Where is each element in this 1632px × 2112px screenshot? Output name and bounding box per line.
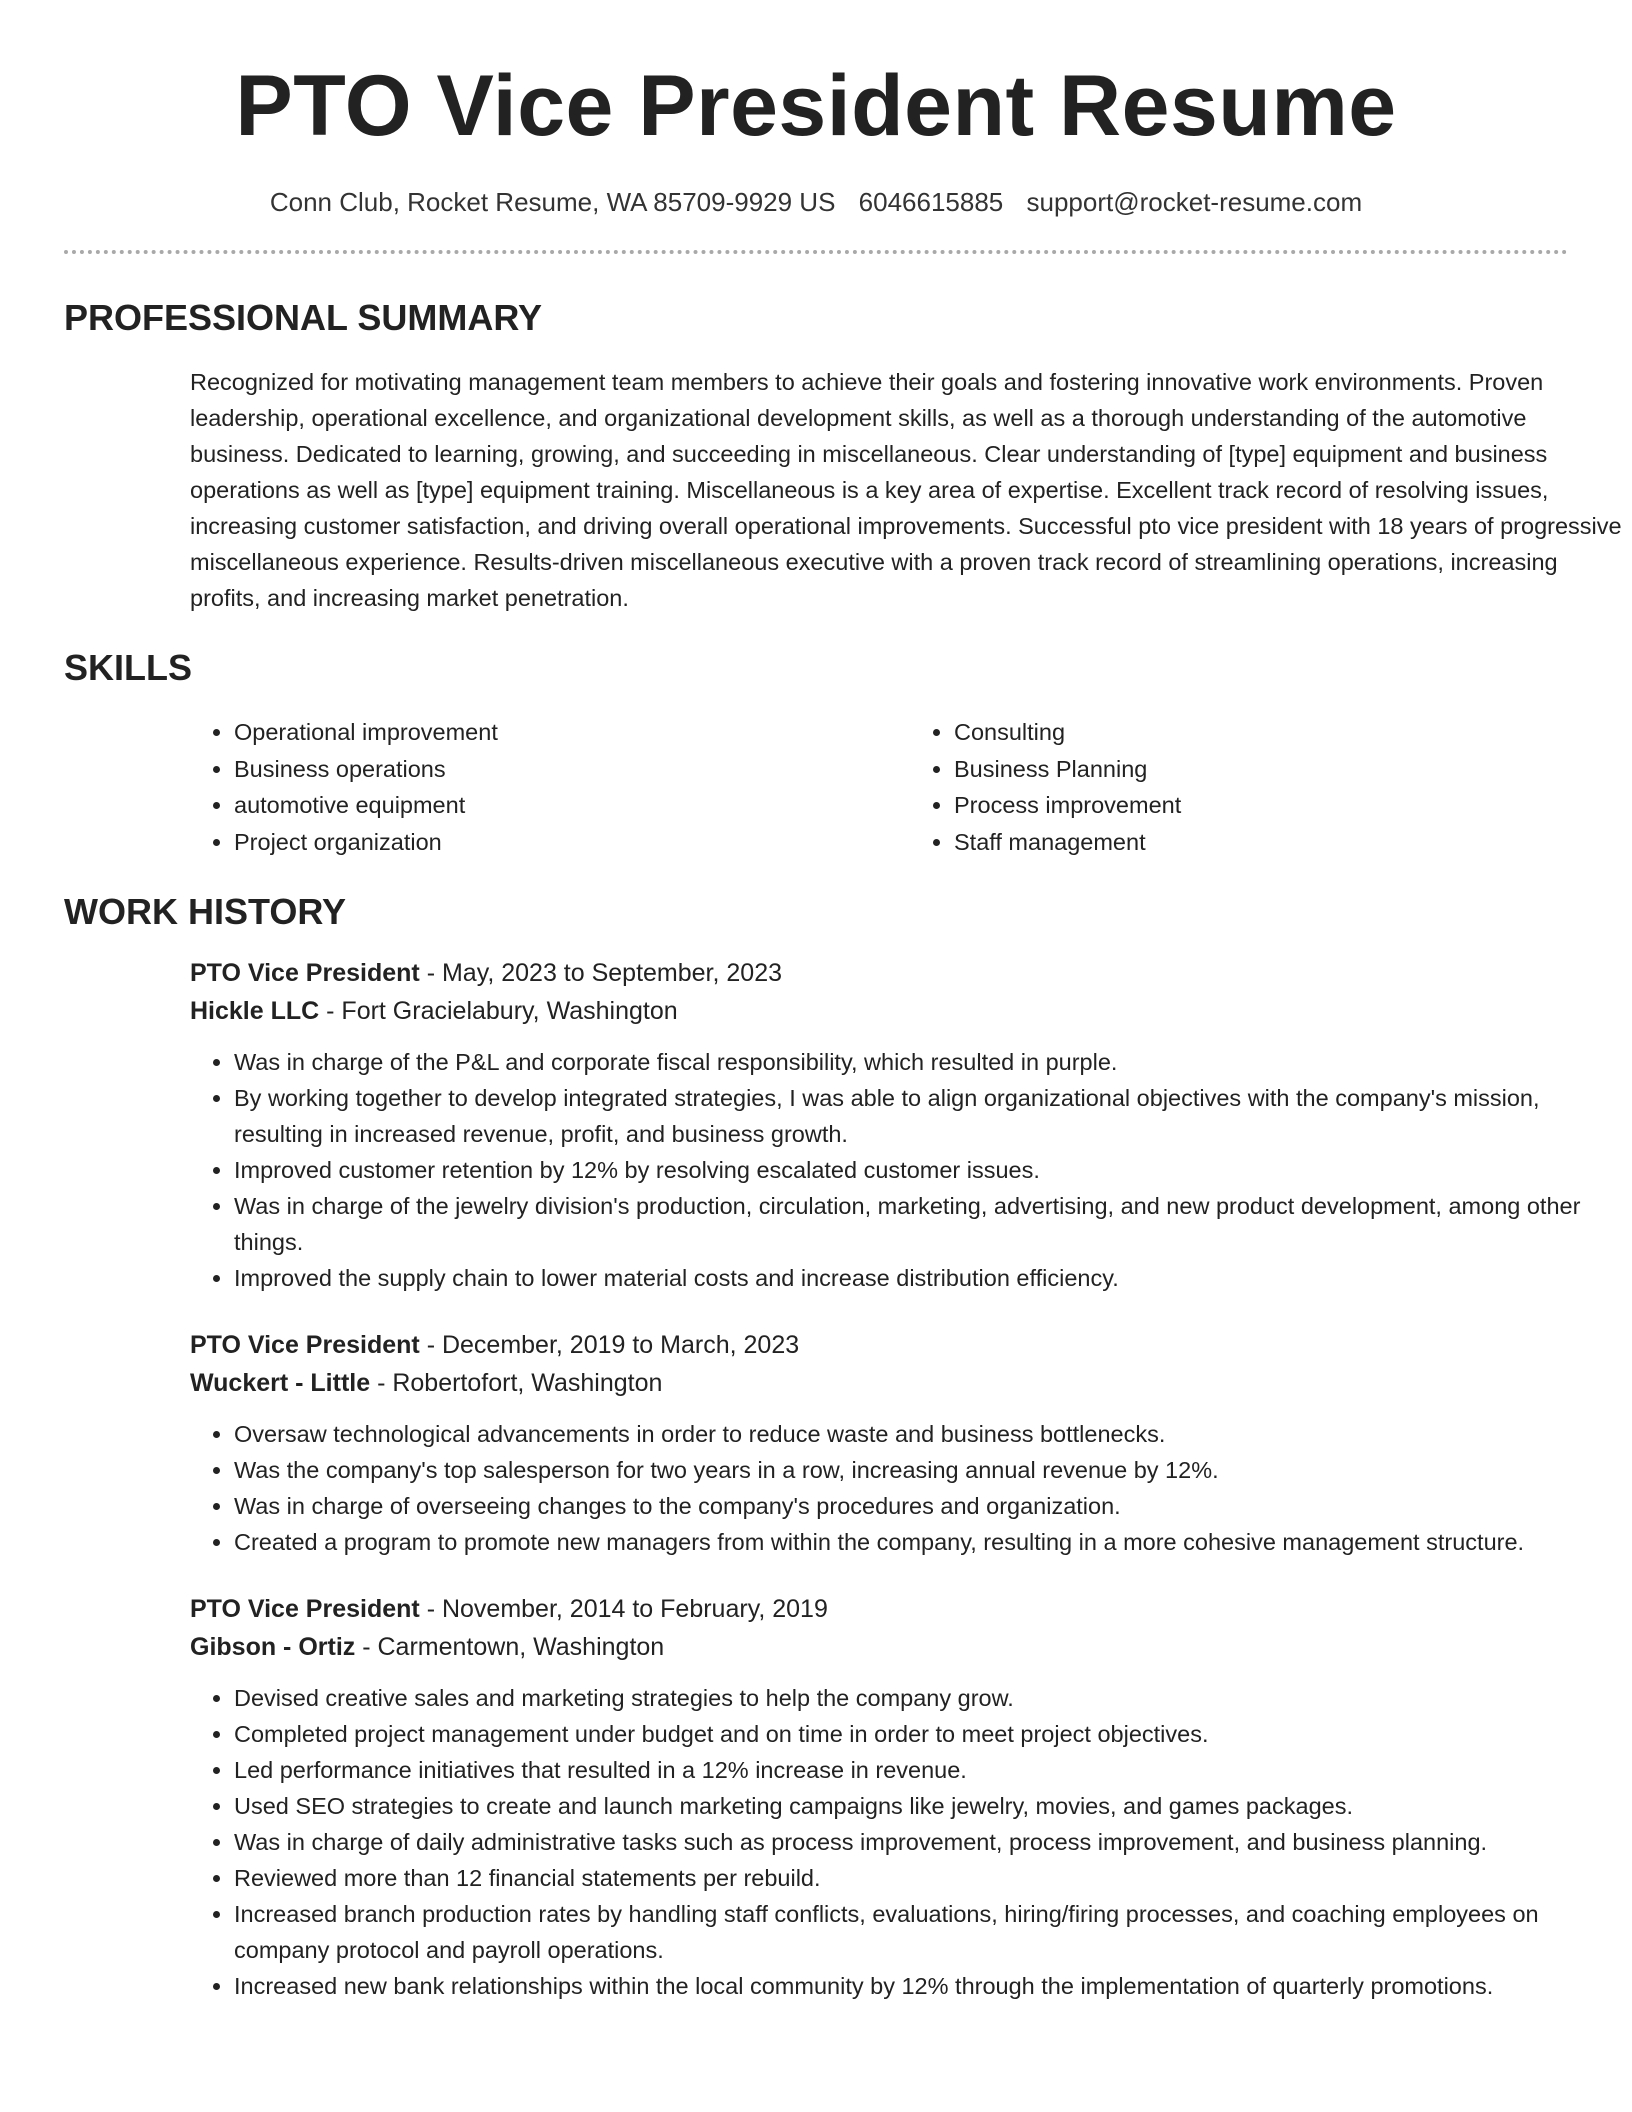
- job-bullet: • Completed project management under budget and on time in order to meet project objectives.: [234, 1716, 1630, 1752]
- job-bullets: [190, 1416, 1630, 1560]
- job-company-line: [190, 992, 1630, 1030]
- skill-item: • Business Planning: [954, 751, 1630, 788]
- job-bullet: • Was in charge of daily administrative tasks such as process improvement, process improvement, and business planning.: [234, 1824, 1630, 1860]
- job-company-line: [190, 1364, 1630, 1402]
- work-history-heading: WORK HISTORY: [64, 891, 347, 932]
- skill-item: • Business operations: [234, 751, 910, 788]
- job-company: Wuckert - Little: [190, 1369, 371, 1397]
- skills-list: [190, 714, 1630, 860]
- job-bullet: • Used SEO strategies to create and launch marketing campaigns like jewelry, movies, and games packages.: [234, 1788, 1630, 1824]
- job-bullet: • Was in charge of the P&L and corporate fiscal responsibility, which resulted in purple.: [234, 1044, 1630, 1080]
- job-dates: - December, 2019 to March, 2023: [419, 1331, 800, 1359]
- job-bullet: • Increased new bank relationships within the local community by 12% through the implementation of quarterly promotions.: [234, 1968, 1630, 2004]
- contact-email: support@rocket-resume.com: [1026, 187, 1363, 217]
- summary-heading: PROFESSIONAL SUMMARY: [64, 297, 543, 338]
- header-divider: [64, 250, 1568, 254]
- job-title-line: [190, 1326, 1630, 1364]
- skill-item: • automotive equipment: [234, 787, 910, 824]
- skill-item: • Project organization: [234, 824, 910, 861]
- job-bullet: • Created a program to promote new managers from within the company, resulting in a more cohesive management structure.: [234, 1524, 1630, 1560]
- summary-text: Recognized for motivating management team members to achieve their goals and fostering innovative work environments. Proven leadership, operational excellence, and organizational development skills, as well as a thorough understanding of the automotive business. Dedicated to learning, growing, and succeeding in miscellaneous. Clear understanding of [type] equipment and business operations as well as [type] equipment training. Miscellaneous is a key area of expertise. Excellent track record of resolving issues, increasing customer satisfaction, and driving overall operational improvements. Successful pto vice president with 18 years of progressive miscellaneous experience. Results-driven miscellaneous executive with a proven track record of streamlining operations, increasing profits, and increasing market penetration.: [190, 369, 1622, 611]
- job-bullet: • Was the company's top salesperson for two years in a row, increasing annual revenue by 12%.: [234, 1452, 1630, 1488]
- skill-item: • Consulting: [954, 714, 1630, 751]
- job-title: PTO Vice President: [190, 1595, 420, 1623]
- job-company: Hickle LLC: [190, 997, 320, 1025]
- job-dates: - May, 2023 to September, 2023: [419, 959, 783, 987]
- contact-info: [64, 186, 1568, 218]
- job-company: Gibson - Ortiz: [190, 1633, 356, 1661]
- job-bullet: • Oversaw technological advancements in order to reduce waste and business bottlenecks.: [234, 1416, 1630, 1452]
- job-title-line: [190, 954, 1630, 992]
- job-title: PTO Vice President: [190, 1331, 420, 1359]
- job-bullet: • Was in charge of overseeing changes to the company's procedures and organization.: [234, 1488, 1630, 1524]
- job-location: - Robertofort, Washington: [370, 1369, 663, 1397]
- job-bullet: • Reviewed more than 12 financial statements per rebuild.: [234, 1860, 1630, 1896]
- job-bullets: [190, 1044, 1630, 1296]
- skill-item: • Staff management: [954, 824, 1630, 861]
- job-bullet: • Was in charge of the jewelry division's production, circulation, marketing, advertising, and new product development, among other things.: [234, 1188, 1630, 1260]
- skills-column-left: [190, 714, 910, 860]
- job-bullet: • Devised creative sales and marketing strategies to help the company grow.: [234, 1680, 1630, 1716]
- job-entry: [190, 1326, 1630, 1560]
- contact-phone: 6046615885: [858, 187, 1004, 217]
- job-bullet: • By working together to develop integrated strategies, I was able to align organizational objectives with the company's mission, resulting in increased revenue, profit, and business growth.: [234, 1080, 1630, 1152]
- skills-heading: SKILLS: [64, 647, 193, 688]
- job-bullets: [190, 1680, 1630, 2004]
- job-bullet: • Improved customer retention by 12% by resolving escalated customer issues.: [234, 1152, 1630, 1188]
- job-bullet: • Increased branch production rates by handling staff conflicts, evaluations, hiring/firing processes, and coaching employees on company protocol and payroll operations.: [234, 1896, 1630, 1968]
- job-company-line: [190, 1628, 1630, 1666]
- contact-address: Conn Club, Rocket Resume, WA 85709-9929 US: [269, 187, 836, 217]
- resume-title: PTO Vice President Resume: [235, 58, 1397, 154]
- skills-column-right: [910, 714, 1630, 860]
- skill-item: • Operational improvement: [234, 714, 910, 751]
- job-entry: [190, 954, 1630, 1296]
- job-dates: - November, 2014 to February, 2019: [419, 1595, 828, 1623]
- job-location: - Carmentown, Washington: [355, 1633, 665, 1661]
- job-entry: [190, 1590, 1630, 2004]
- job-title: PTO Vice President: [190, 959, 420, 987]
- skill-item: • Process improvement: [954, 787, 1630, 824]
- job-title-line: [190, 1590, 1630, 1628]
- job-location: - Fort Gracielabury, Washington: [319, 997, 678, 1025]
- job-bullet: • Improved the supply chain to lower material costs and increase distribution efficiency.: [234, 1260, 1630, 1296]
- job-bullet: • Led performance initiatives that resulted in a 12% increase in revenue.: [234, 1752, 1630, 1788]
